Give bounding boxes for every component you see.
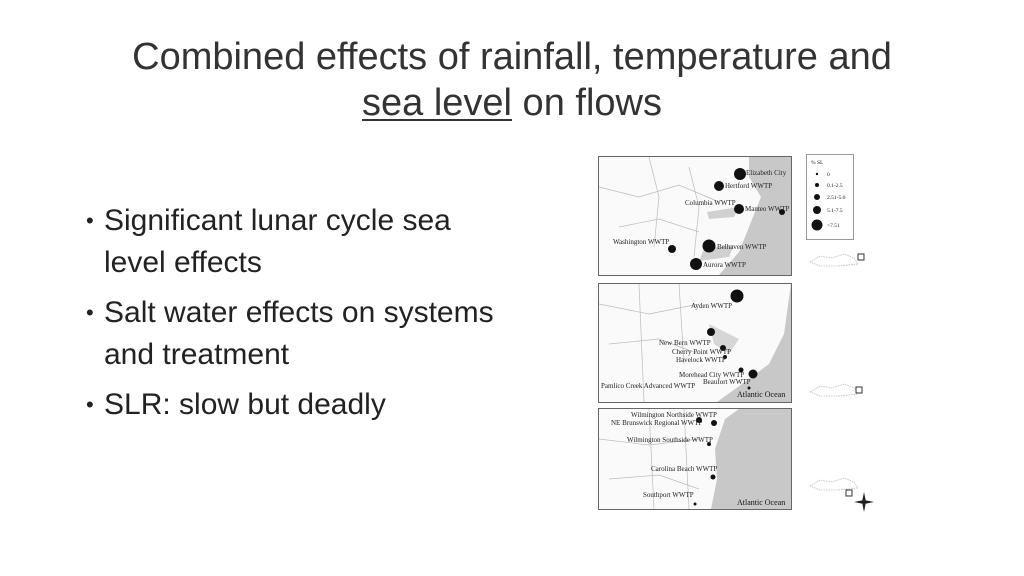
site-marker — [731, 290, 744, 303]
site-label: Wilmington Northside WWTP — [631, 411, 717, 419]
map-legend-svg — [807, 155, 853, 239]
bullet-icon: • — [86, 208, 94, 233]
site-label: Manteo WWTP — [745, 205, 790, 213]
bullet-icon: • — [86, 392, 94, 417]
site-label: Washington WWTP — [613, 238, 670, 246]
site-marker — [707, 328, 715, 336]
state-inset-map — [808, 376, 870, 400]
legend-marker — [814, 194, 820, 200]
inset-locator-box — [846, 490, 852, 496]
site-label: Elizabeth City — [746, 169, 787, 177]
site-label: NE Brunswick Regional WWTP — [611, 419, 703, 427]
map-legend — [806, 154, 854, 240]
site-label: Hertford WWTP — [725, 182, 773, 190]
map-figure — [596, 150, 886, 520]
state-outline — [810, 254, 858, 266]
map-panel-central-svg — [599, 284, 791, 402]
title-line-2 — [40, 80, 984, 126]
bullet-icon: • — [86, 300, 94, 325]
legend-marker — [816, 173, 818, 175]
legend-entry: 2.51-5.0 — [827, 195, 846, 201]
site-label: Aurora WWTP — [703, 261, 746, 269]
site-label: Columbia WWTP — [685, 199, 736, 207]
site-marker — [734, 168, 746, 180]
bullet-text: Salt water effects on systems and treatment — [104, 296, 494, 371]
map-panel-southeast-svg — [599, 409, 791, 509]
title-line-1: Combined effects of rainfall, temperature and — [132, 36, 892, 78]
legend-marker — [813, 206, 821, 214]
site-marker — [703, 240, 716, 253]
ocean-label: Atlantic Ocean — [737, 498, 786, 507]
legend-entry: >7.51 — [827, 223, 840, 229]
bullet-text: SLR: slow but deadly — [104, 388, 386, 421]
inset-locator-box — [856, 387, 862, 393]
state-inset-map — [808, 470, 878, 512]
state-outline — [810, 384, 858, 396]
site-marker — [690, 258, 702, 270]
site-label: Beaufort WWTP — [703, 378, 751, 386]
compass-rose-icon — [854, 492, 874, 512]
bullet-text: Significant lunar cycle sea level effects — [104, 204, 451, 279]
site-marker — [714, 181, 724, 191]
bullet-item — [86, 200, 516, 284]
site-label: Havelock WWTP — [676, 356, 726, 364]
site-label: Morehead City WWTP — [679, 371, 745, 379]
inset-locator-box — [858, 254, 864, 260]
site-marker — [668, 245, 676, 253]
bullet-item — [86, 292, 516, 376]
ocean-area — [711, 409, 791, 509]
site-label: Carolina Beach WWTP — [651, 465, 718, 473]
title-rest-text: on flows — [512, 82, 662, 124]
legend-entry: 0 — [827, 172, 830, 178]
title-underlined-text: sea level — [362, 82, 512, 124]
site-marker — [694, 503, 697, 506]
legend-marker — [812, 220, 823, 231]
ocean-label: Atlantic Ocean — [737, 390, 786, 399]
bullet-item — [86, 384, 516, 426]
site-label: Belhaven WWTP — [717, 243, 767, 251]
legend-marker — [815, 183, 819, 187]
legend-entry: 5.1-7.5 — [827, 208, 843, 214]
site-label: Southport WWTP — [643, 491, 694, 499]
sound-area — [699, 207, 739, 261]
legend-title: % SL — [811, 160, 824, 166]
map-panel-northeast-svg — [599, 157, 791, 275]
site-marker — [711, 475, 716, 480]
site-label: Cherry Point WWTP — [672, 348, 731, 356]
site-label: Wilmington Southside WWTP — [627, 436, 713, 444]
map-panel-northeast — [598, 156, 792, 276]
slide-title — [40, 34, 984, 126]
site-marker — [711, 420, 717, 426]
map-panel-southeast — [598, 408, 792, 510]
site-label: Pamlico Creek Advanced WWTP — [601, 382, 696, 390]
site-label: New Bern WWTP — [659, 339, 711, 347]
state-inset-map — [808, 246, 870, 270]
state-outline — [810, 478, 858, 490]
bullet-list — [86, 200, 516, 434]
site-label: Ayden WWTP — [691, 302, 733, 310]
legend-entry: 0.1-2.5 — [827, 183, 843, 189]
map-panel-central — [598, 283, 792, 403]
